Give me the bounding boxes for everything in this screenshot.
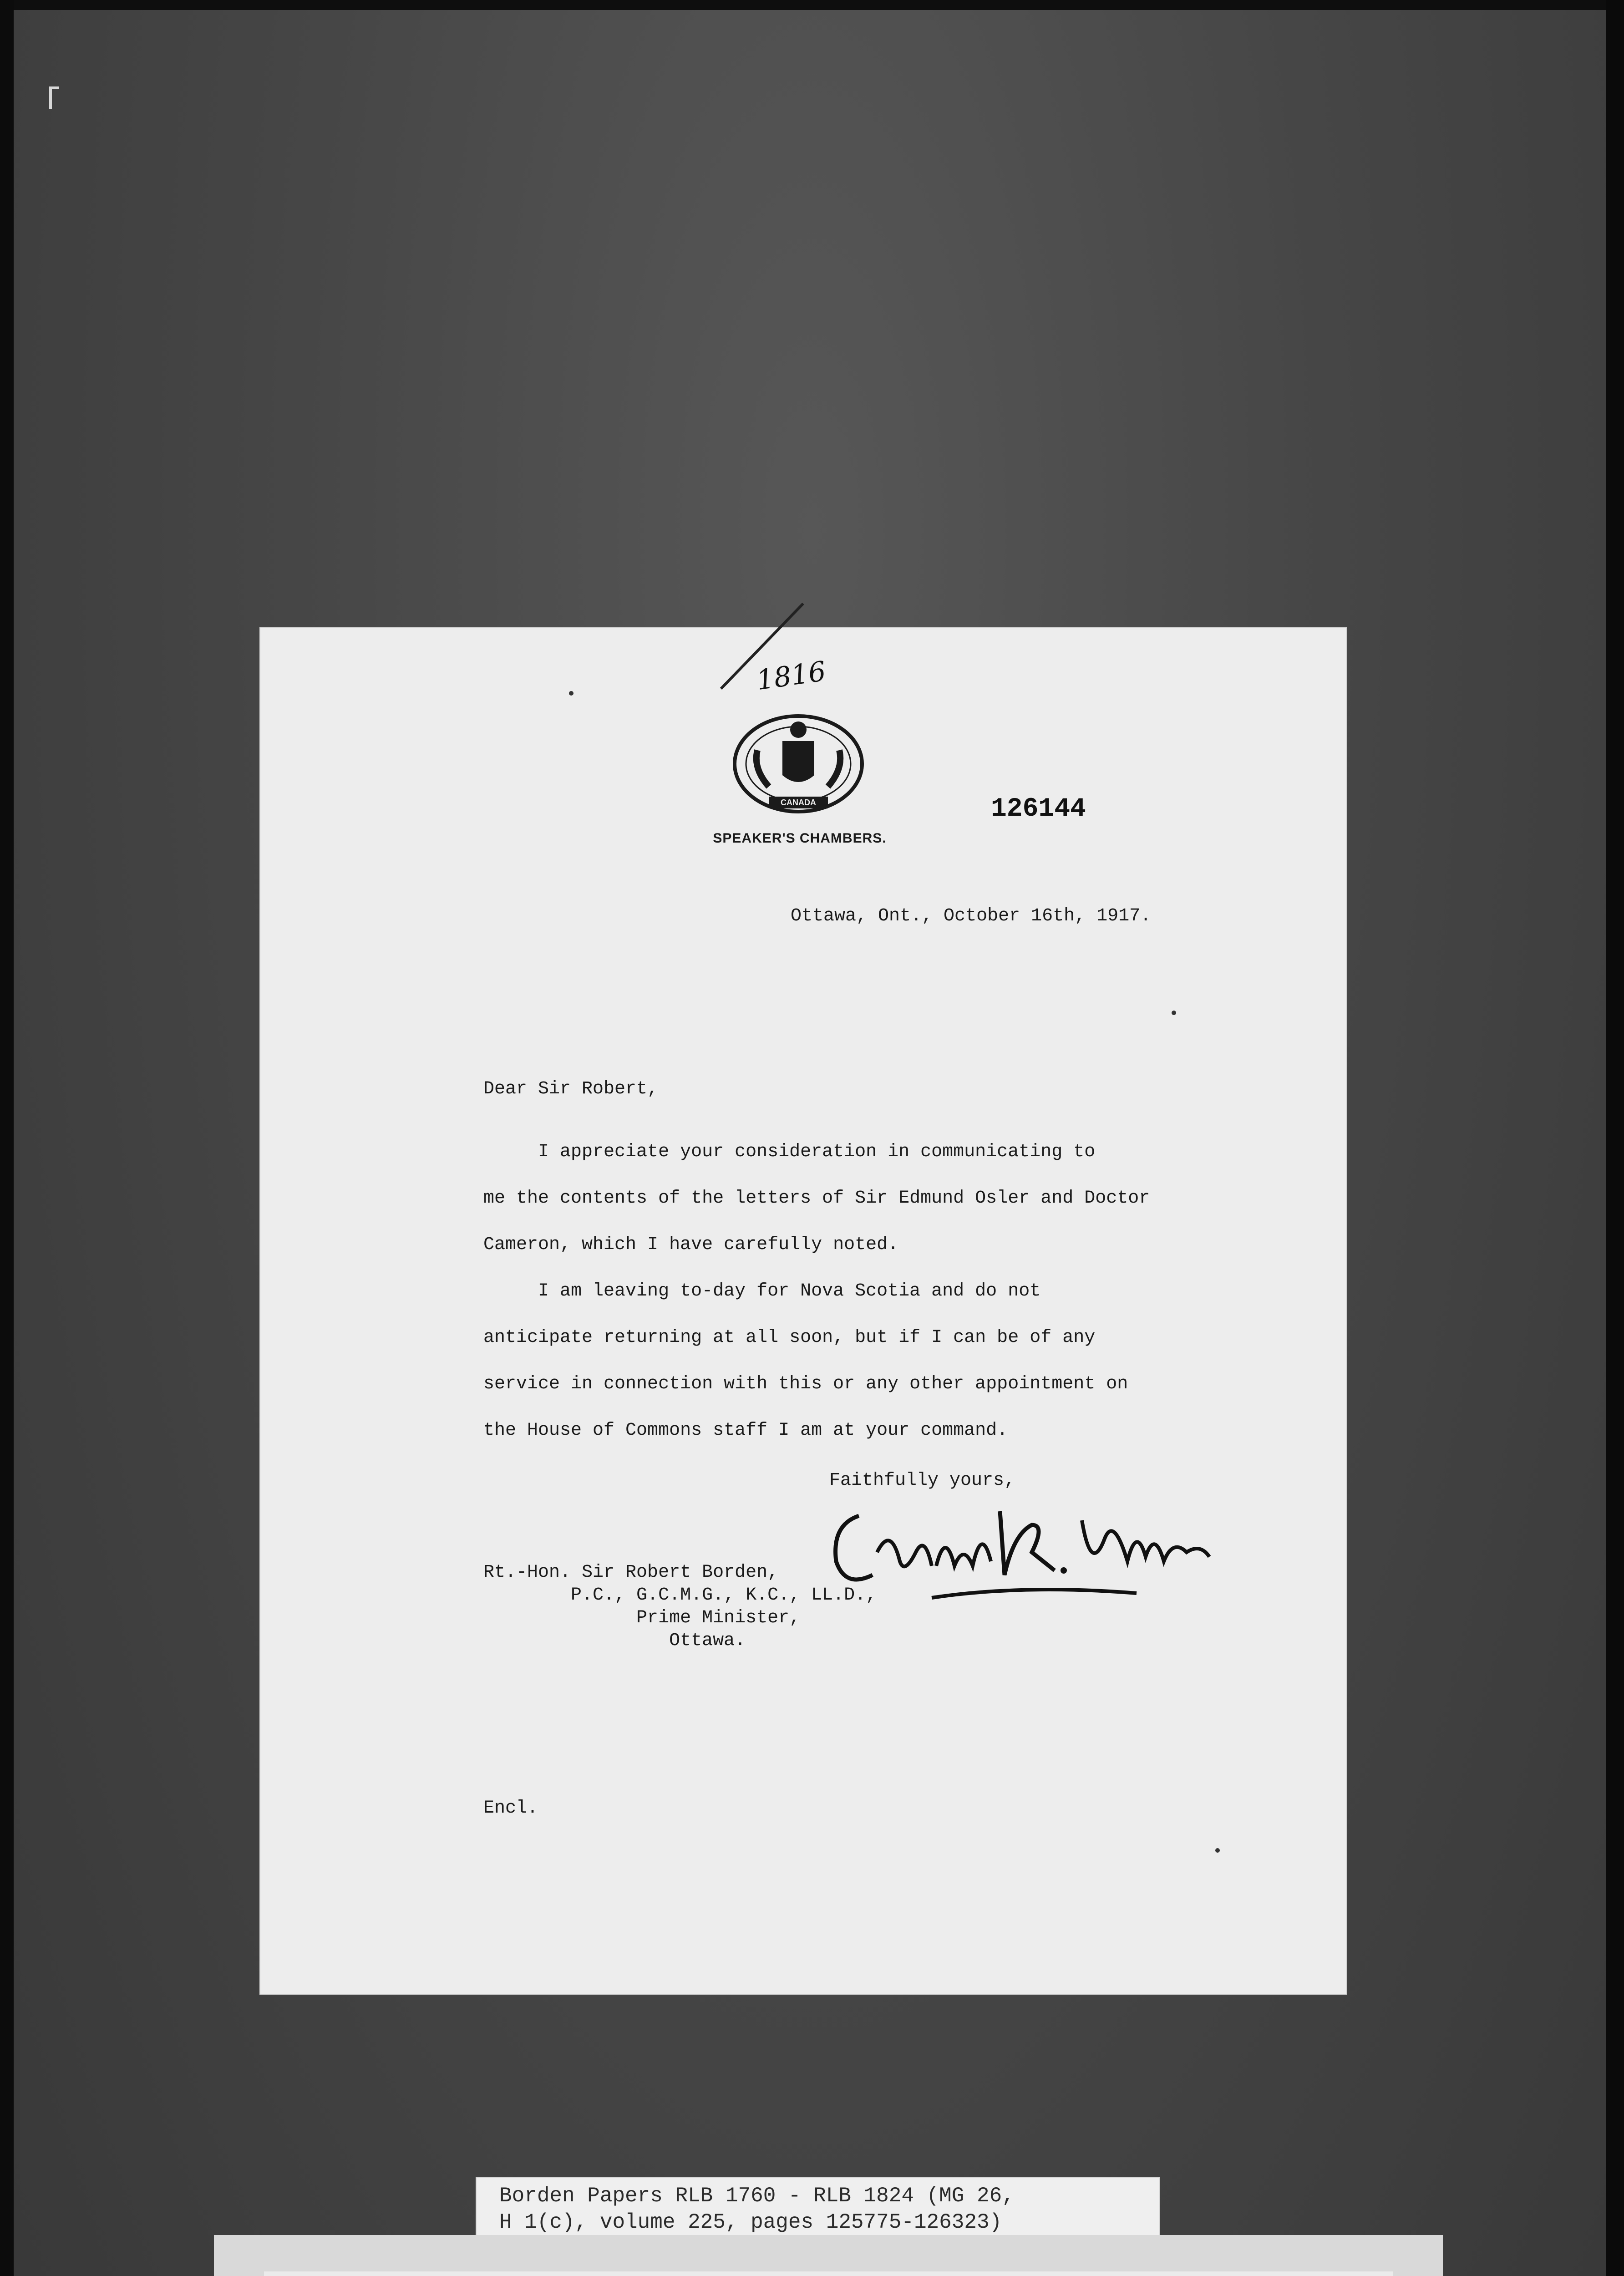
letterhead-title: SPEAKER'S CHAMBERS. — [713, 831, 887, 846]
handwritten-signature — [818, 1498, 1228, 1616]
body-line: me the contents of the letters of Sir Edmund Osler and Doctor — [483, 1188, 1150, 1209]
catalog-line: H 1(c), volume 225, pages 125775-126323) — [499, 2210, 1002, 2234]
paper-speck — [569, 691, 573, 696]
addressee-line: Rt.-Hon. Sir Robert Borden, — [483, 1562, 779, 1583]
letter-body — [483, 1129, 1257, 1454]
archive-card-face — [264, 2271, 1393, 2276]
body-line: Cameron, which I have carefully noted. — [483, 1235, 899, 1255]
body-line: anticipate returning at all soon, but if I can be of any — [483, 1327, 1096, 1348]
body-line: service in connection with this or any other appointment on — [483, 1374, 1128, 1394]
catalog-line: Borden Papers RLB 1760 - RLB 1824 (MG 26, — [499, 2184, 1015, 2208]
letter-page — [260, 628, 1346, 1994]
body-line: I appreciate your consideration in communicating to — [483, 1142, 1096, 1162]
paper-speck — [1172, 1011, 1176, 1015]
coat-of-arms-icon — [726, 709, 871, 823]
paper-speck — [1215, 1848, 1220, 1853]
addressee-line: Ottawa. — [483, 1631, 746, 1651]
dateline: Ottawa, Ont., October 16th, 1917. — [791, 906, 1152, 926]
body-line: I am leaving to-day for Nova Scotia and do not — [483, 1281, 1041, 1301]
film-edge-left — [0, 0, 14, 2276]
corner-registration-mark — [49, 86, 59, 109]
salutation: Dear Sir Robert, — [483, 1079, 659, 1099]
document-number: 126144 — [991, 794, 1086, 824]
closing: Faithfully yours, — [829, 1470, 1015, 1491]
film-edge-top — [0, 0, 1624, 10]
addressee-line: P.C., G.C.M.G., K.C., LL.D., — [483, 1585, 877, 1605]
archive-identification-card — [214, 2235, 1443, 2276]
film-edge-right — [1606, 0, 1624, 2276]
body-line: the House of Commons staff I am at your command. — [483, 1420, 1008, 1441]
enclosure-note: Encl. — [483, 1798, 538, 1819]
addressee-line: Prime Minister, — [483, 1608, 801, 1628]
crest-label: CANADA — [781, 798, 816, 807]
handwritten-file-note: 1816 — [754, 655, 828, 697]
